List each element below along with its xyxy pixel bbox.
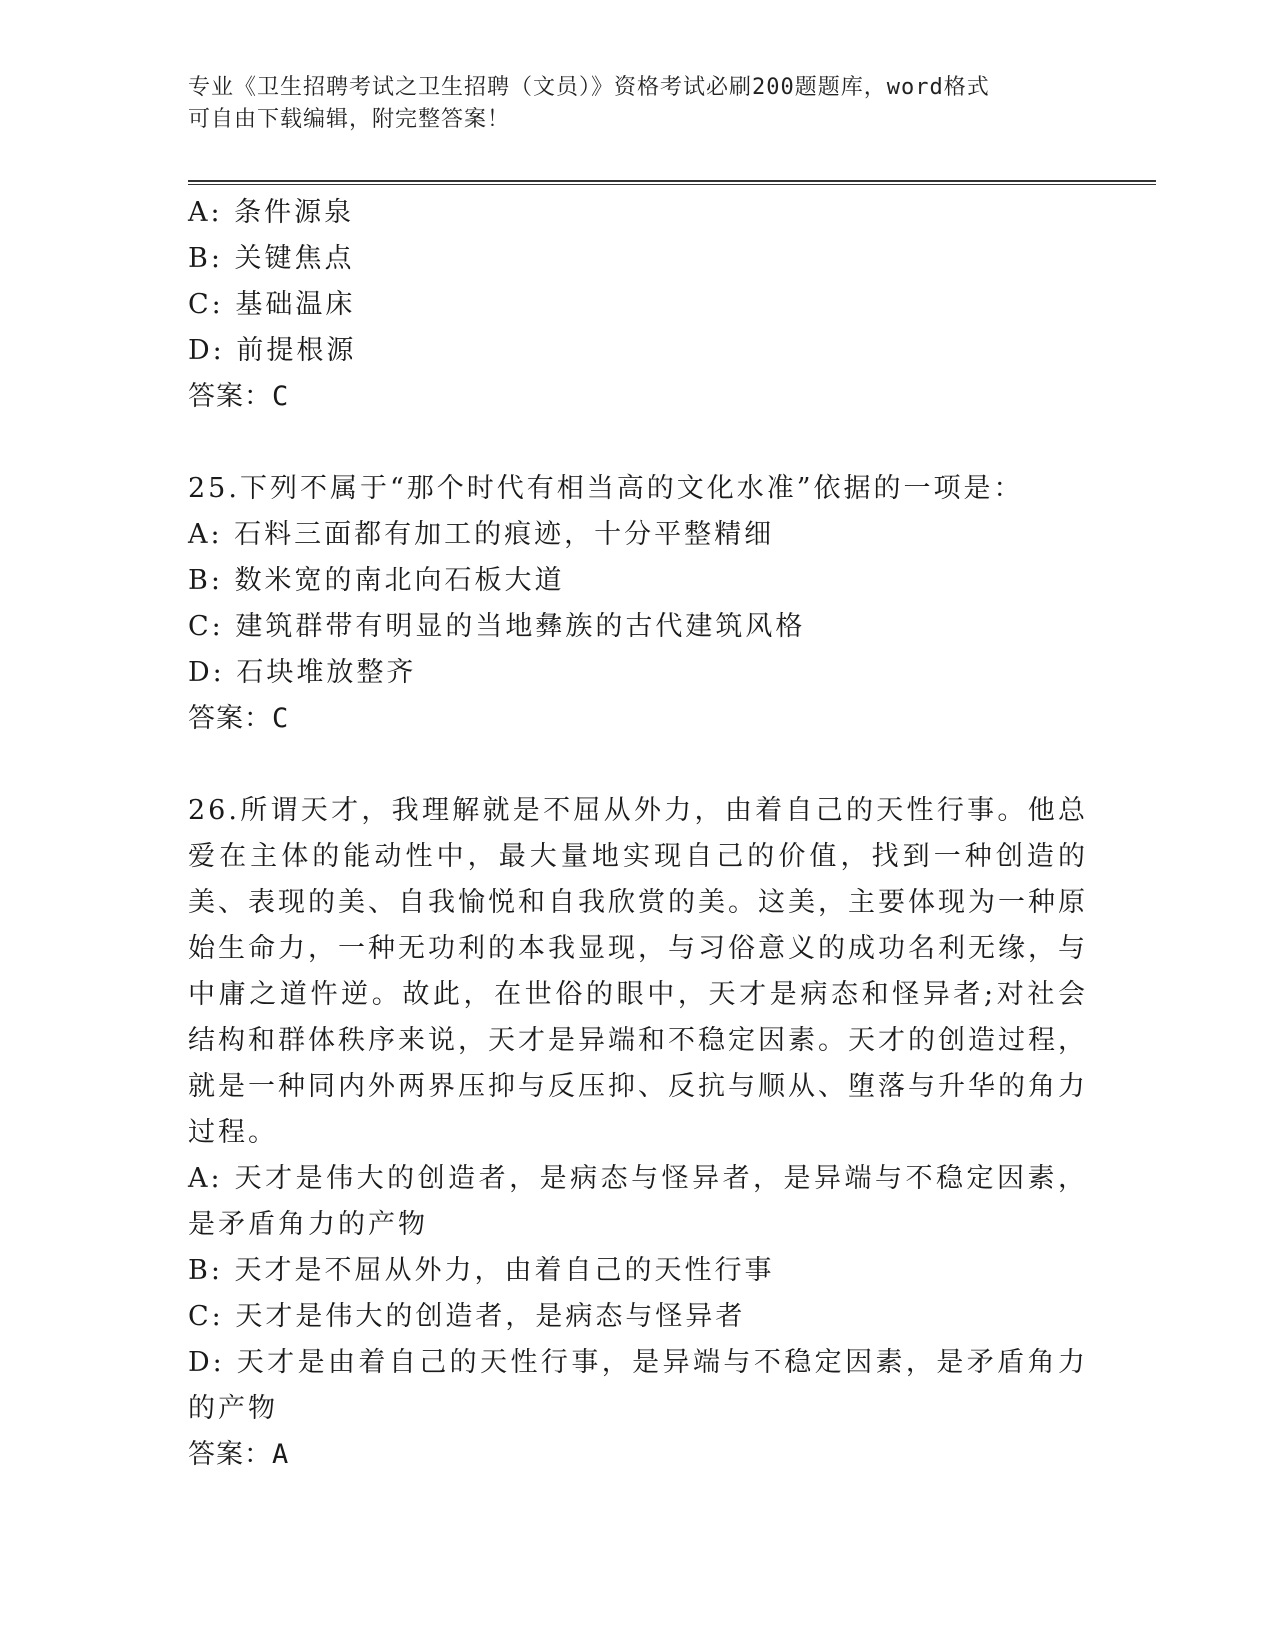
option-a: A: 天才是伟大的创造者，是病态与怪异者，是异端与不稳定因素，是矛盾角力的产物 [188,1163,1088,1240]
answer-value: C [272,381,290,412]
option-b: B: 天才是不屈从外力，由着自己的天性行事 [188,1255,775,1286]
option-d: D: 石块堆放整齐 [188,657,417,688]
option-b: B: 关键焦点 [188,243,355,274]
header-line-2: 可自由下载编辑，附完整答案！ [188,107,511,132]
question-26-block [188,788,1088,1478]
option-d: D: 前提根源 [188,335,357,366]
header-divider-thick [188,180,1156,182]
option-c: C: 建筑群带有明显的当地彝族的古代建筑风格 [188,611,806,642]
answer-label: 答案： [188,381,272,412]
answer-line [188,1432,1088,1478]
option-c: C: 基础温床 [188,289,356,320]
question-text: 26.所谓天才，我理解就是不屈从外力，由着自己的天性行事。他总爱在主体的能动性中，最大量地实现自己的价值，找到一种创造的美、表现的美、自我愉悦和自我欣赏的美。这美，主要体现为一种原始生命力，一种无功利的本我显现，与习俗意义的成功名利无缘，与中庸之道忤逆。故此，在世俗的眼中，天才是病态和怪异者;对社会结构和群体秩序来说，天才是异端和不稳定因素。天才的创造过程，就是一种同内外两界压抑与反压抑、反抗与顺从、堕落与升华的角力过程。 [188,795,1088,1148]
option-b: B: 数米宽的南北向石板大道 [188,565,565,596]
option-c: C: 天才是伟大的创造者，是病态与怪异者 [188,1301,746,1332]
option-a: A: 石料三面都有加工的痕迹，十分平整精细 [188,519,775,550]
header-divider-thin [188,184,1156,185]
answer-line [188,374,1088,420]
option-d: D: 天才是由着自己的天性行事，是异端与不稳定因素，是矛盾角力的产物 [188,1347,1088,1424]
option-a: A: 条件源泉 [188,197,355,228]
question-24-block [188,190,1088,420]
question-25-block [188,466,1088,742]
header-line-1: 专业《卫生招聘考试之卫生招聘（文员）》资格考试必刷200题题库，word格式 [188,75,990,100]
document-body [188,190,1088,1524]
answer-line [188,696,1088,742]
answer-label: 答案： [188,1439,272,1470]
document-header [188,72,1088,136]
question-text: 25.下列不属于“那个时代有相当高的文化水准”依据的一项是： [188,473,1024,504]
answer-label: 答案： [188,703,272,734]
answer-value: A [272,1439,290,1470]
answer-value: C [272,703,290,734]
